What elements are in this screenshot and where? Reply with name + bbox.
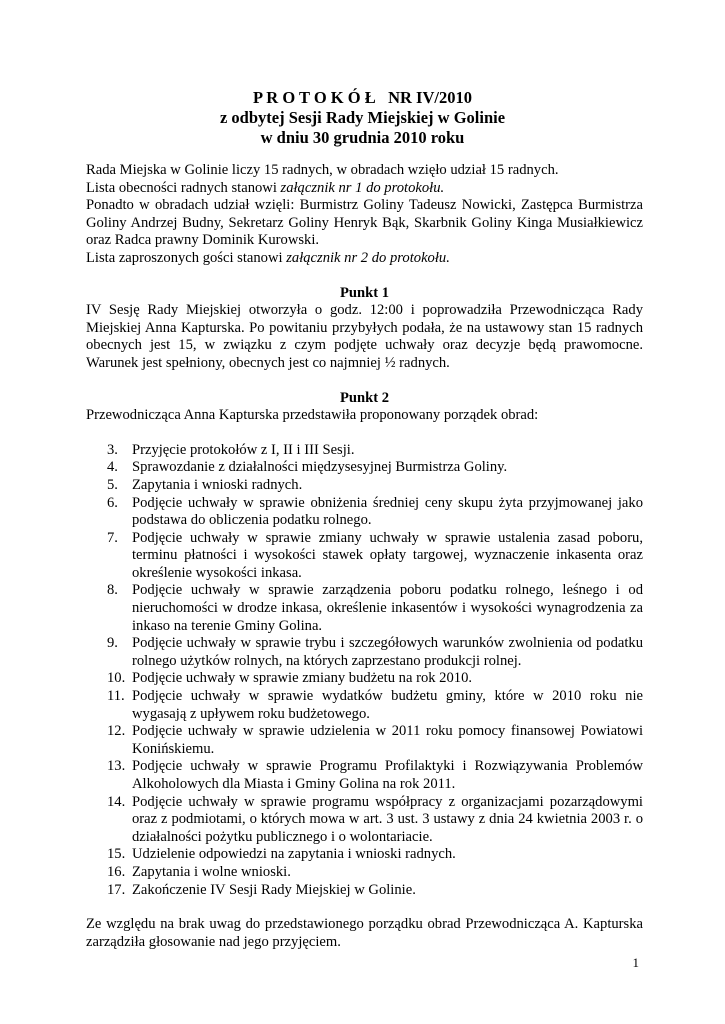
agenda-item-number: 15. [107,846,126,863]
intro-attendance-list [86,180,643,198]
agenda-item [86,530,643,583]
agenda-item-text: Udzielenie odpowiedzi na zapytania i wnioski radnych. [132,846,456,863]
agenda-item-number: 10. [107,670,126,687]
agenda-item [86,846,643,864]
punkt-2-heading: Punkt 2 [339,389,390,406]
agenda-item-text: Podjęcie uchwały w sprawie trybu i szczegółowych warunków zwolnienia od podatku rolnego użytków rolnych, na których zaprzestano produkcji rolnej. [132,635,643,669]
document-title: P R O T O K Ó Ł NR IV/2010 [253,88,472,107]
agenda-item [86,794,643,847]
agenda-item [86,758,643,793]
agenda-item-text: Podjęcie uchwały w sprawie zmiany budżetu na rok 2010. [132,670,473,687]
agenda-item-number: 14. [107,793,126,810]
agenda-item-number: 4. [107,459,118,476]
agenda-item-text: Podjęcie uchwały w sprawie Programu Profilaktyki i Rozwiązywania Problemów Alkoholowych dla Miasta i Gminy Golina na rok 2011. [132,758,643,792]
agenda-item-text: Sprawozdanie z działalności międzysesyjnej Burmistrza Goliny. [132,459,508,476]
agenda-list [86,442,643,899]
agenda-item-number: 11. [107,688,125,705]
agenda-item-number: 6. [107,494,118,511]
agenda-item-text: Zakończenie IV Sesji Rady Miejskiej w Golinie. [132,881,416,898]
agenda-item [86,723,643,758]
agenda-item [86,477,643,495]
intro-guests-list-text: Lista zaproszonych gości stanowi [86,249,287,266]
punkt-2-closing: Ze względu na brak uwag do przedstawionego porządku obrad Przewodnicząca A. Kapturska zarządziła głosowanie nad jego przyjęciem. [86,916,643,950]
agenda-item [86,864,643,882]
punkt-1-heading: Punkt 1 [339,284,390,301]
document-subtitle: z odbytej Sesji Rady Miejskiej w Golinie [219,108,506,127]
agenda-item-number: 17. [107,881,126,898]
agenda-item-text: Przyjęcie protokołów z I, II i III Sesji. [132,441,355,458]
agenda-item-number: 3. [107,441,118,458]
intro-attendance-list-text: Lista obecności radnych stanowi [86,179,281,196]
agenda-item-text: Podjęcie uchwały w sprawie obniżenia średniej ceny skupu żyta przyjmowanej jako podstawa do obliczenia podatku rolnego. [132,494,643,529]
document-date: w dniu 30 grudnia 2010 roku [260,128,465,147]
agenda-item-number: 5. [107,476,118,493]
intro-attendance: Rada Miejska w Golinie liczy 15 radnych, w obradach wzięło udział 15 radnych. [86,162,559,178]
page-number: 1 [632,955,639,970]
agenda-item-text: Podjęcie uchwały w sprawie programu współpracy z organizacjami pozarządowymi oraz z podmiotami, o których mowa w art. 3 ust. 3 ustawy z dnia 24 kwietnia 2003 r. o działalności pożytku publicznego i o wolontariacie. [132,793,643,845]
agenda-item [86,459,643,477]
agenda-item-text: Podjęcie uchwały w sprawie wydatków budżetu gminy, które w 2010 roku nie wygasają z upływem roku budżetowego. [132,688,643,722]
agenda-item [86,882,643,900]
agenda-item-number: 7. [107,529,118,546]
agenda-item [86,442,643,460]
document-header [0,88,725,148]
agenda-item-number: 16. [107,863,126,880]
punkt-1-text: IV Sesję Rady Miejskiej otworzyła o godz. 12:00 i poprowadziła Przewodnicząca Rady Miejskiej Anna Kapturska. Po powitaniu przybyłych podała, że na ustawowy stan 15 radnych obecnych jest 15, w związku z czym podjęte uchwały oraz decyzje będą prawomocne. Warunek jest spełniony, obecnych jest co najmniej ½ radnych. [86,302,643,371]
intro-guests-list [86,250,643,268]
agenda-item-number: 13. [107,758,126,775]
agenda-item-number: 8. [107,582,118,599]
intro-participants: Ponadto w obradach udział wzięli: Burmistrz Goliny Tadeusz Nowicki, Zastępca Burmistrza Goliny Andrzej Budny, Sekretarz Goliny Henryk Bąk, Skarbnik Goliny Kinga Musiałkiewicz oraz Radca prawny Dominik Kurowski. [86,197,643,249]
agenda-item [86,495,643,530]
punkt-2-intro: Przewodnicząca Anna Kapturska przedstawiła proponowany porządek obrad: [86,407,539,424]
agenda-item-text: Zapytania i wnioski radnych. [132,476,303,493]
agenda-item [86,635,643,670]
agenda-item [86,582,643,635]
document-body [86,162,643,951]
agenda-item-text: Podjęcie uchwały w sprawie zmiany uchwały w sprawie ustalenia zasad poboru, terminu płatności i wysokości stawek opłaty targowej, wyznaczenie inkasenta oraz określenie wysokości inkasa. [132,529,643,581]
agenda-item-text: Zapytania i wolne wnioski. [132,863,291,880]
agenda-item [86,688,643,723]
intro-attachment-2: załącznik nr 2 do protokołu. [286,249,450,266]
agenda-item [86,670,643,688]
agenda-item-text: Podjęcie uchwały w sprawie udzielenia w 2011 roku pomocy finansowej Powiatowi Konińskiemu. [132,723,643,757]
intro-attachment-1: załącznik nr 1 do protokołu. [280,179,445,196]
agenda-item-number: 9. [107,635,118,652]
agenda-item-number: 12. [107,723,126,740]
agenda-item-text: Podjęcie uchwały w sprawie zarządzenia poboru podatku rolnego, leśnego i od nieruchomości w drodze inkasa, określenie inkasentów i wysokości wynagrodzenia za inkaso na terenie Gminy Golina. [132,582,643,634]
